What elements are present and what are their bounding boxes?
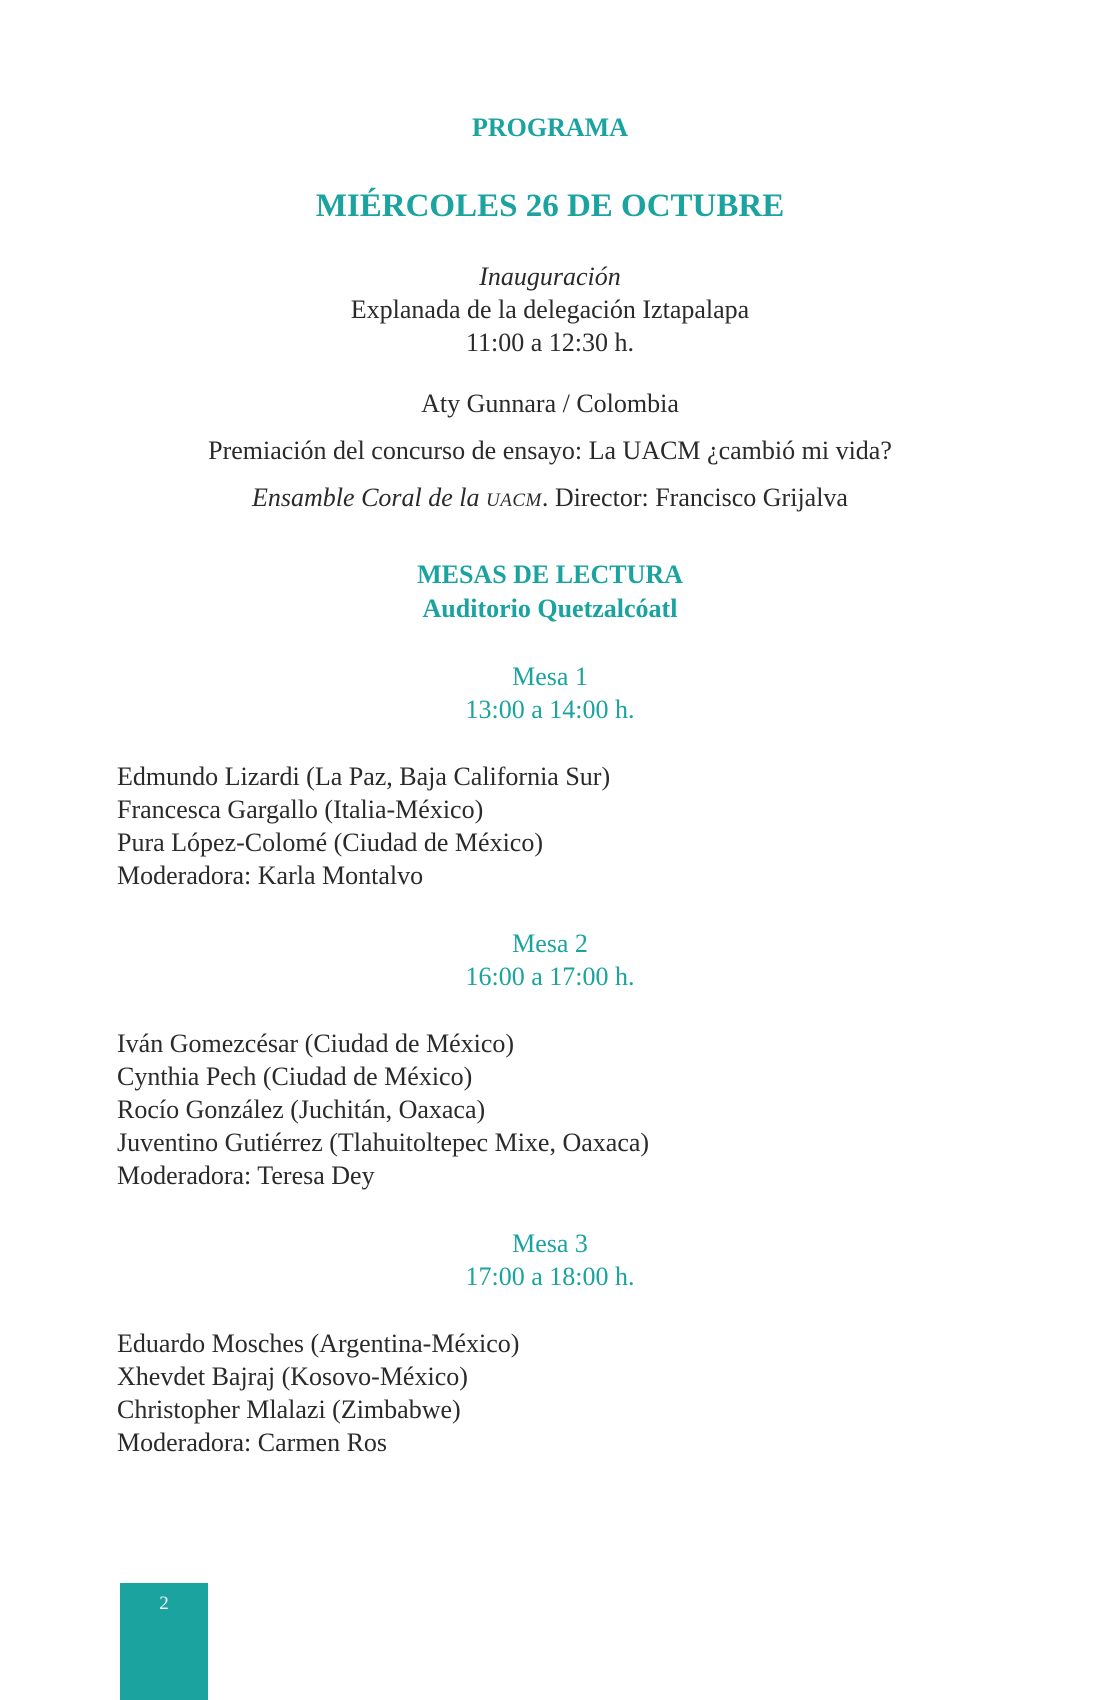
readings-title: MESAS DE LECTURA (417, 560, 683, 589)
readings-venue: Auditorio Quetzalcóatl (422, 594, 678, 623)
choir-line (0, 481, 1100, 517)
participant: Pura López-Colomé (Ciudad de México) (117, 828, 543, 857)
choir-name: Ensamble Coral de la (252, 483, 487, 512)
participant: Edmundo Lizardi (La Paz, Baja California Sur) (117, 762, 611, 791)
choir-org: UACM (486, 490, 542, 511)
table-label: Mesa 1 (512, 662, 588, 691)
table-time: 16:00 a 17:00 h. (465, 962, 635, 991)
table-time: 17:00 a 18:00 h. (465, 1262, 635, 1291)
participant-list (117, 760, 1017, 892)
table-label: Mesa 2 (512, 929, 588, 958)
participant-list (117, 1327, 1017, 1459)
page-number-tab (120, 1583, 208, 1700)
performer-line: Aty Gunnara / Colombia (421, 389, 679, 418)
participant: Juventino Gutiérrez (Tlahuitoltepec Mixe, Oaxaca) (117, 1128, 650, 1157)
award-line: Premiación del concurso de ensayo: La UACM ¿cambió mi vida? (208, 436, 892, 465)
inauguration-title: Inauguración (479, 262, 621, 291)
inauguration-time: 11:00 a 12:30 h. (465, 328, 635, 357)
inauguration-place: Explanada de la delegación Iztapalapa (350, 295, 750, 324)
table-label: Mesa 3 (512, 1229, 588, 1258)
day-title: MIÉRCOLES 26 DE OCTUBRE (315, 188, 785, 224)
participant: Cynthia Pech (Ciudad de México) (117, 1062, 473, 1091)
participant: Christopher Mlalazi (Zimbabwe) (117, 1395, 461, 1424)
participant: Rocío González (Juchitán, Oaxaca) (117, 1095, 486, 1124)
choir-director: . Director: Francisco Grijalva (541, 483, 848, 512)
participant-list (117, 1027, 1017, 1192)
moderator: Moderadora: Karla Montalvo (117, 861, 424, 890)
participant: Francesca Gargallo (Italia-México) (117, 795, 484, 824)
participant: Eduardo Mosches (Argentina-México) (117, 1329, 520, 1358)
section-heading: PROGRAMA (472, 113, 628, 142)
table-time: 13:00 a 14:00 h. (465, 695, 635, 724)
participant: Xhevdet Bajraj (Kosovo-México) (117, 1362, 468, 1391)
page-number: 2 (159, 1593, 169, 1614)
moderator: Moderadora: Teresa Dey (117, 1161, 375, 1190)
moderator: Moderadora: Carmen Ros (117, 1428, 388, 1457)
participant: Iván Gomezcésar (Ciudad de México) (117, 1029, 515, 1058)
